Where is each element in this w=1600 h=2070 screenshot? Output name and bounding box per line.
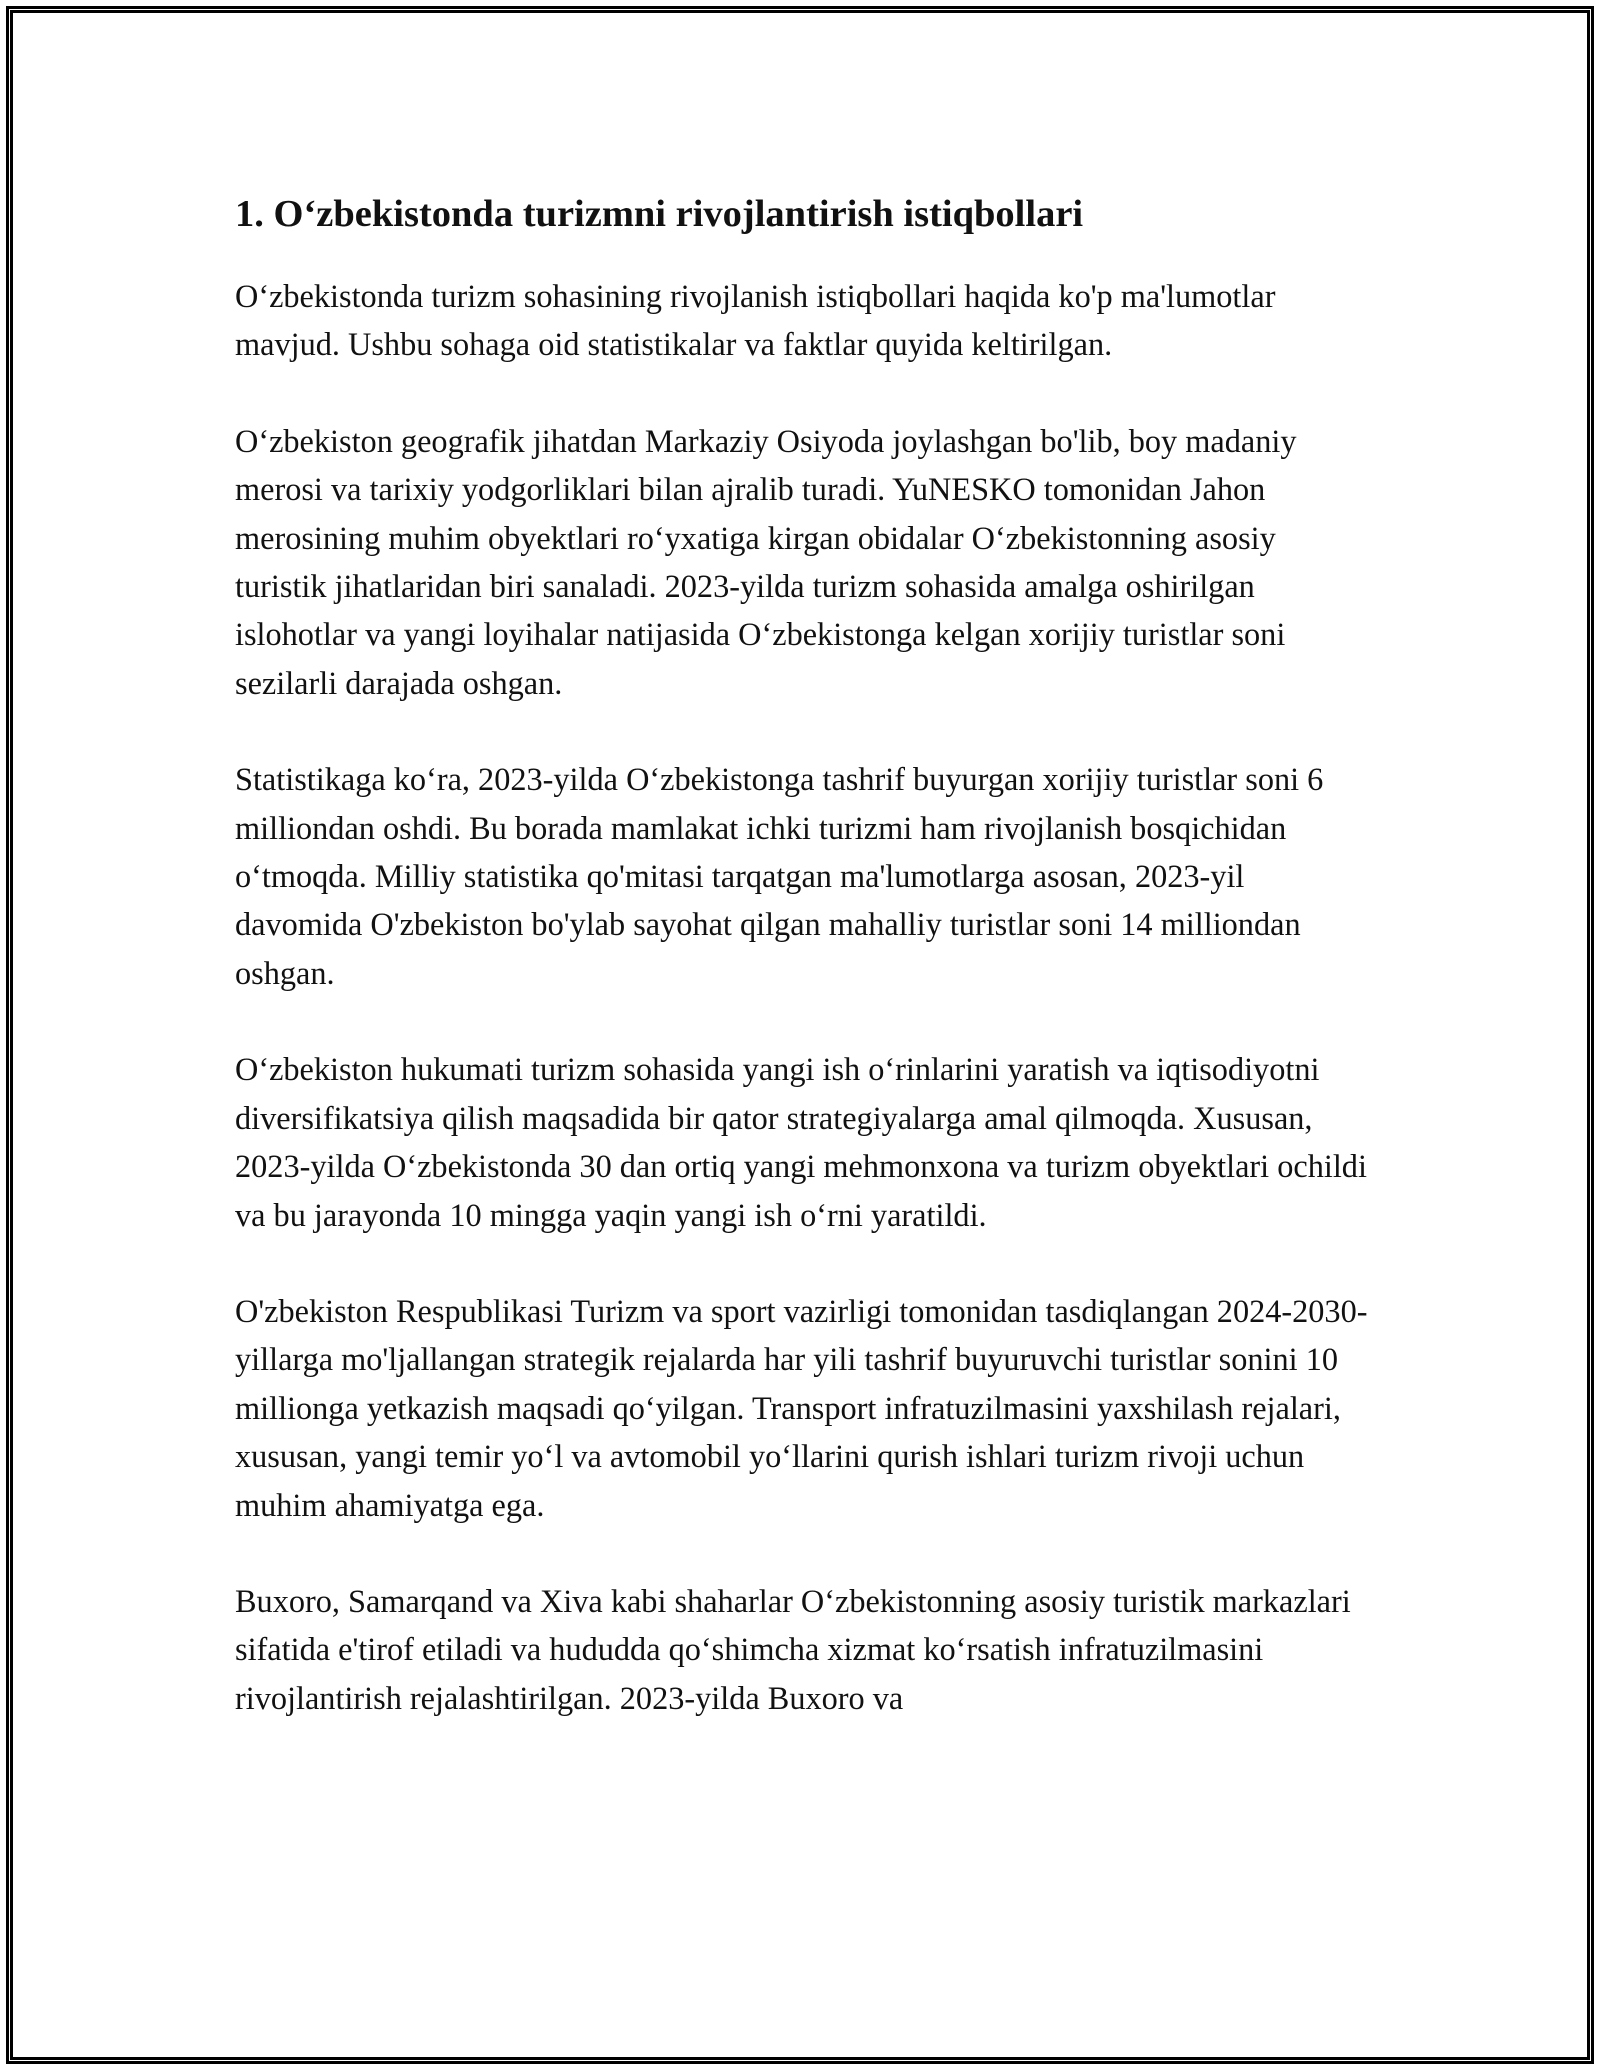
paragraph-strategy: O'zbekiston Respublikasi Turizm va sport vazirligi tomonidan tasdiqlangan 2024-2030-yillarga mo'ljallangan strategik rejalarda har yili tashrif buyuruvchi turistlar sonini 10 millionga yetkazish maqsadi qo‘yilgan. Transport infratuzilmasini yaxshilash rejalari, xususan, yangi temir yo‘l va avtomobil yo‘llarini qurish ishlari turizm rivoji uchun muhim ahamiyatga ega.: [235, 1292, 1368, 1523]
paragraph-government: O‘zbekiston hukumati turizm sohasida yangi ish o‘rinlarini yaratish va iqtisodiyotni diversifikatsiya qilish maqsadida bir qator strategiyalarga amal qilmoqda. Xususan, 2023-yilda O‘zbekistonda 30 dan ortiq yangi mehmonxona va turizm obyektlari ochildi va bu jarayonda 10 mingga yaqin yangi ish o‘rni yaratildi.: [235, 1051, 1367, 1233]
document-page: [235, 184, 1375, 1770]
paragraph-intro: O‘zbekistonda turizm sohasining rivojlanish istiqbollari haqida ko'p ma'lumotlar mavjud. Ushbu sohaga oid statistikalar va faktlar quyida keltirilgan.: [235, 278, 1276, 363]
paragraph-cities: Buxoro, Samarqand va Xiva kabi shaharlar O‘zbekistonning asosiy turistik markazlari sifatida e'tirof etiladi va hududda qo‘shimcha xizmat ko‘rsatish infratuzilmasini rivojlantirish rejalashtirilgan. 2023-yilda Buxoro va: [235, 1582, 1351, 1716]
paragraph-statistics: Statistikaga ko‘ra, 2023-yilda O‘zbekistonga tashrif buyurgan xorijiy turistlar soni 6 milliondan oshdi. Bu borada mamlakat ichki turizmi ham rivojlanish bosqichidan o‘tmoqda. Milliy statistika qo'mitasi tarqatgan ma'lumotlarga asosan, 2023-yil davomida O'zbekiston bo'ylab sayohat qilgan mahalliy turistlar soni 14 milliondan oshgan.: [235, 761, 1324, 991]
section-heading: 1. O‘zbekistonda turizmni rivojlantirish istiqbollari: [235, 193, 1084, 235]
paragraph-geography: O‘zbekiston geografik jihatdan Markaziy Osiyoda joylashgan bo'lib, boy madaniy merosi va tarixiy yodgorliklari bilan ajralib turadi. YuNESKO tomonidan Jahon merosining muhim obyektlari ro‘yxatiga kirgan obidalar O‘zbekistonning asosiy turistik jihatlaridan biri sanaladi. 2023-yilda turizm sohasida amalga oshirilgan islohotlar va yangi loyihalar natijasida O‘zbekistonga kelgan xorijiy turistlar soni sezilarli darajada oshgan.: [235, 422, 1297, 701]
